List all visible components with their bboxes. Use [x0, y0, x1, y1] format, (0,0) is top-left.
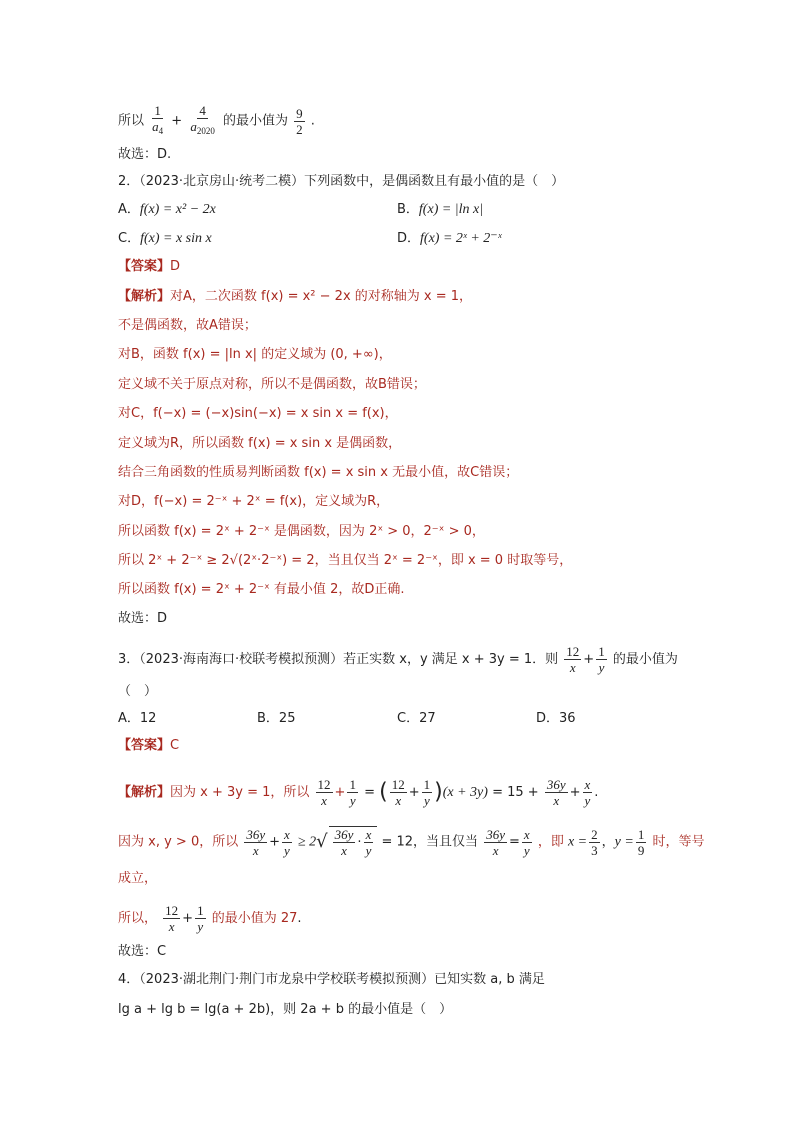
q4-stem: 4．（2023·湖北荆门·荆门市龙泉中学校联考模拟预测）已知实数 a, b 满足 — [118, 972, 545, 987]
q2-analysis-line-10: 所以 2ˣ + 2⁻ˣ ≥ 2√(2ˣ·2⁻ˣ) = 2，当且仅当 2ˣ = 2⁻ˣ，即 x = 0 时取等号， — [118, 553, 573, 568]
q2-analysis-line-8: 对D，f(−x) = 2⁻ˣ + 2ˣ = f(x)，定义域为R， — [118, 494, 390, 509]
q3-option-d: D．36 — [536, 711, 576, 726]
q2-analysis-line-5: 对C，f(−x) = (−x)sin(−x) = x sin x = f(x)， — [118, 406, 398, 421]
q2-analysis-line-2: 不是偶函数，故A错误； — [118, 318, 257, 333]
q3-option-b: B．25 — [257, 711, 296, 726]
q2-option-b: B．f(x) = |ln x| — [397, 202, 484, 217]
q3-answer: 【答案】C — [118, 738, 180, 753]
q3-option-c: C．27 — [397, 711, 436, 726]
q1-conclusion-line: 所以 $\frac{1}{a_4}$ + $\frac{4}{a_{2020}}$ 的最小值为 $\frac{9}{2}$ . — [118, 103, 315, 139]
q2-analysis-line-9: 所以函数 f(x) = 2ˣ + 2⁻ˣ 是偶函数，因为 2ˣ > 0，2⁻ˣ > 0， — [118, 524, 485, 539]
q3-paren: （ ） — [118, 684, 158, 699]
q1-frac1: $\frac{1}{a_4}$ — [152, 103, 164, 136]
q2-option-d: D．f(x) = 2ˣ + 2⁻ˣ — [397, 231, 502, 246]
q3-choice: 故选：C — [118, 944, 167, 959]
q2-analysis-line-7: 结合三角函数的性质易判断函数 f(x) = x sin x 无最小值，故C错误； — [118, 465, 519, 480]
q2-analysis-line-4: 定义域不关于原点对称，所以不是偶函数，故B错误； — [118, 377, 426, 392]
q2-analysis-line-6: 定义域为R，所以函数 f(x) = x sin x 是偶函数， — [118, 436, 402, 451]
q2-analysis-line-1: 【解析】对A，二次函数 f(x) = x² − 2x 的对称轴为 x = 1， — [118, 289, 473, 304]
q2-analysis-line-11: 所以函数 f(x) = 2ˣ + 2⁻ˣ 有最小值 2，故D正确. — [118, 582, 405, 597]
q3-analysis-line-4: 所以， $\frac{12}{x}$ + $\frac{1}{y}$ 的最小值为 27. — [118, 903, 302, 934]
q2-stem: 2．（2023·北京房山·统考二模）下列函数中，是偶函数且有最小值的是（ ） — [118, 174, 565, 189]
q3-stem: 3．（2023·海南海口·校联考模拟预测）若正实数 x，y 满足 x + 3y = 1．则 $\frac{12}{x}$ + $\frac{1}{y}$ 的最小值为 — [118, 644, 678, 675]
q1-result: $\frac{9}{2}$ — [296, 105, 303, 137]
q1-choice: 故选：D. — [118, 147, 172, 162]
q2-answer: 【答案】D — [118, 259, 181, 274]
q3-analysis-line-1: 【解析】因为 x + 3y = 1，所以 $\frac{12}{x}$ + $\frac{1}{y}$ = ( $\frac{12}{x}$ + $\frac{1}{y}$ )(x + 3y) = 15 + $\frac{36y}{x}$ + $\frac{x}{y}$ . — [118, 777, 599, 808]
q3-analysis-line-2: 因为 x, y > 0，所以 $\frac{36y}{x}$ + $\frac{x}{y}$ ≥ 2√ $\frac{36y}{x}$ · $\frac{x}{y}$ = 12，当且仅当 $\frac{36y}{x}$ = $\frac{x}{y}$ ，即 x = $\frac{2}{3}$ ，y = $\frac{1}{9}$ 时，等号 — [118, 826, 705, 858]
q2-option-c: C．f(x) = x sin x — [118, 231, 212, 246]
q2-option-a: A．f(x) = x² − 2x — [118, 202, 216, 217]
q3-analysis-line-3: 成立， — [118, 871, 158, 886]
q4-stem-line-2: lg a + lg b = lg(a + 2b)，则 2a + b 的最小值是（ ） — [118, 1002, 453, 1017]
q1-frac2: $\frac{4}{a_{2020}}$ — [190, 103, 215, 136]
q2-analysis-line-3: 对B，函数 f(x) = |ln x| 的定义域为 (0, +∞)， — [118, 347, 392, 362]
q2-choice: 故选：D — [118, 611, 168, 626]
q1-prefix: 所以 — [118, 113, 145, 129]
q3-option-a: A．12 — [118, 711, 157, 726]
